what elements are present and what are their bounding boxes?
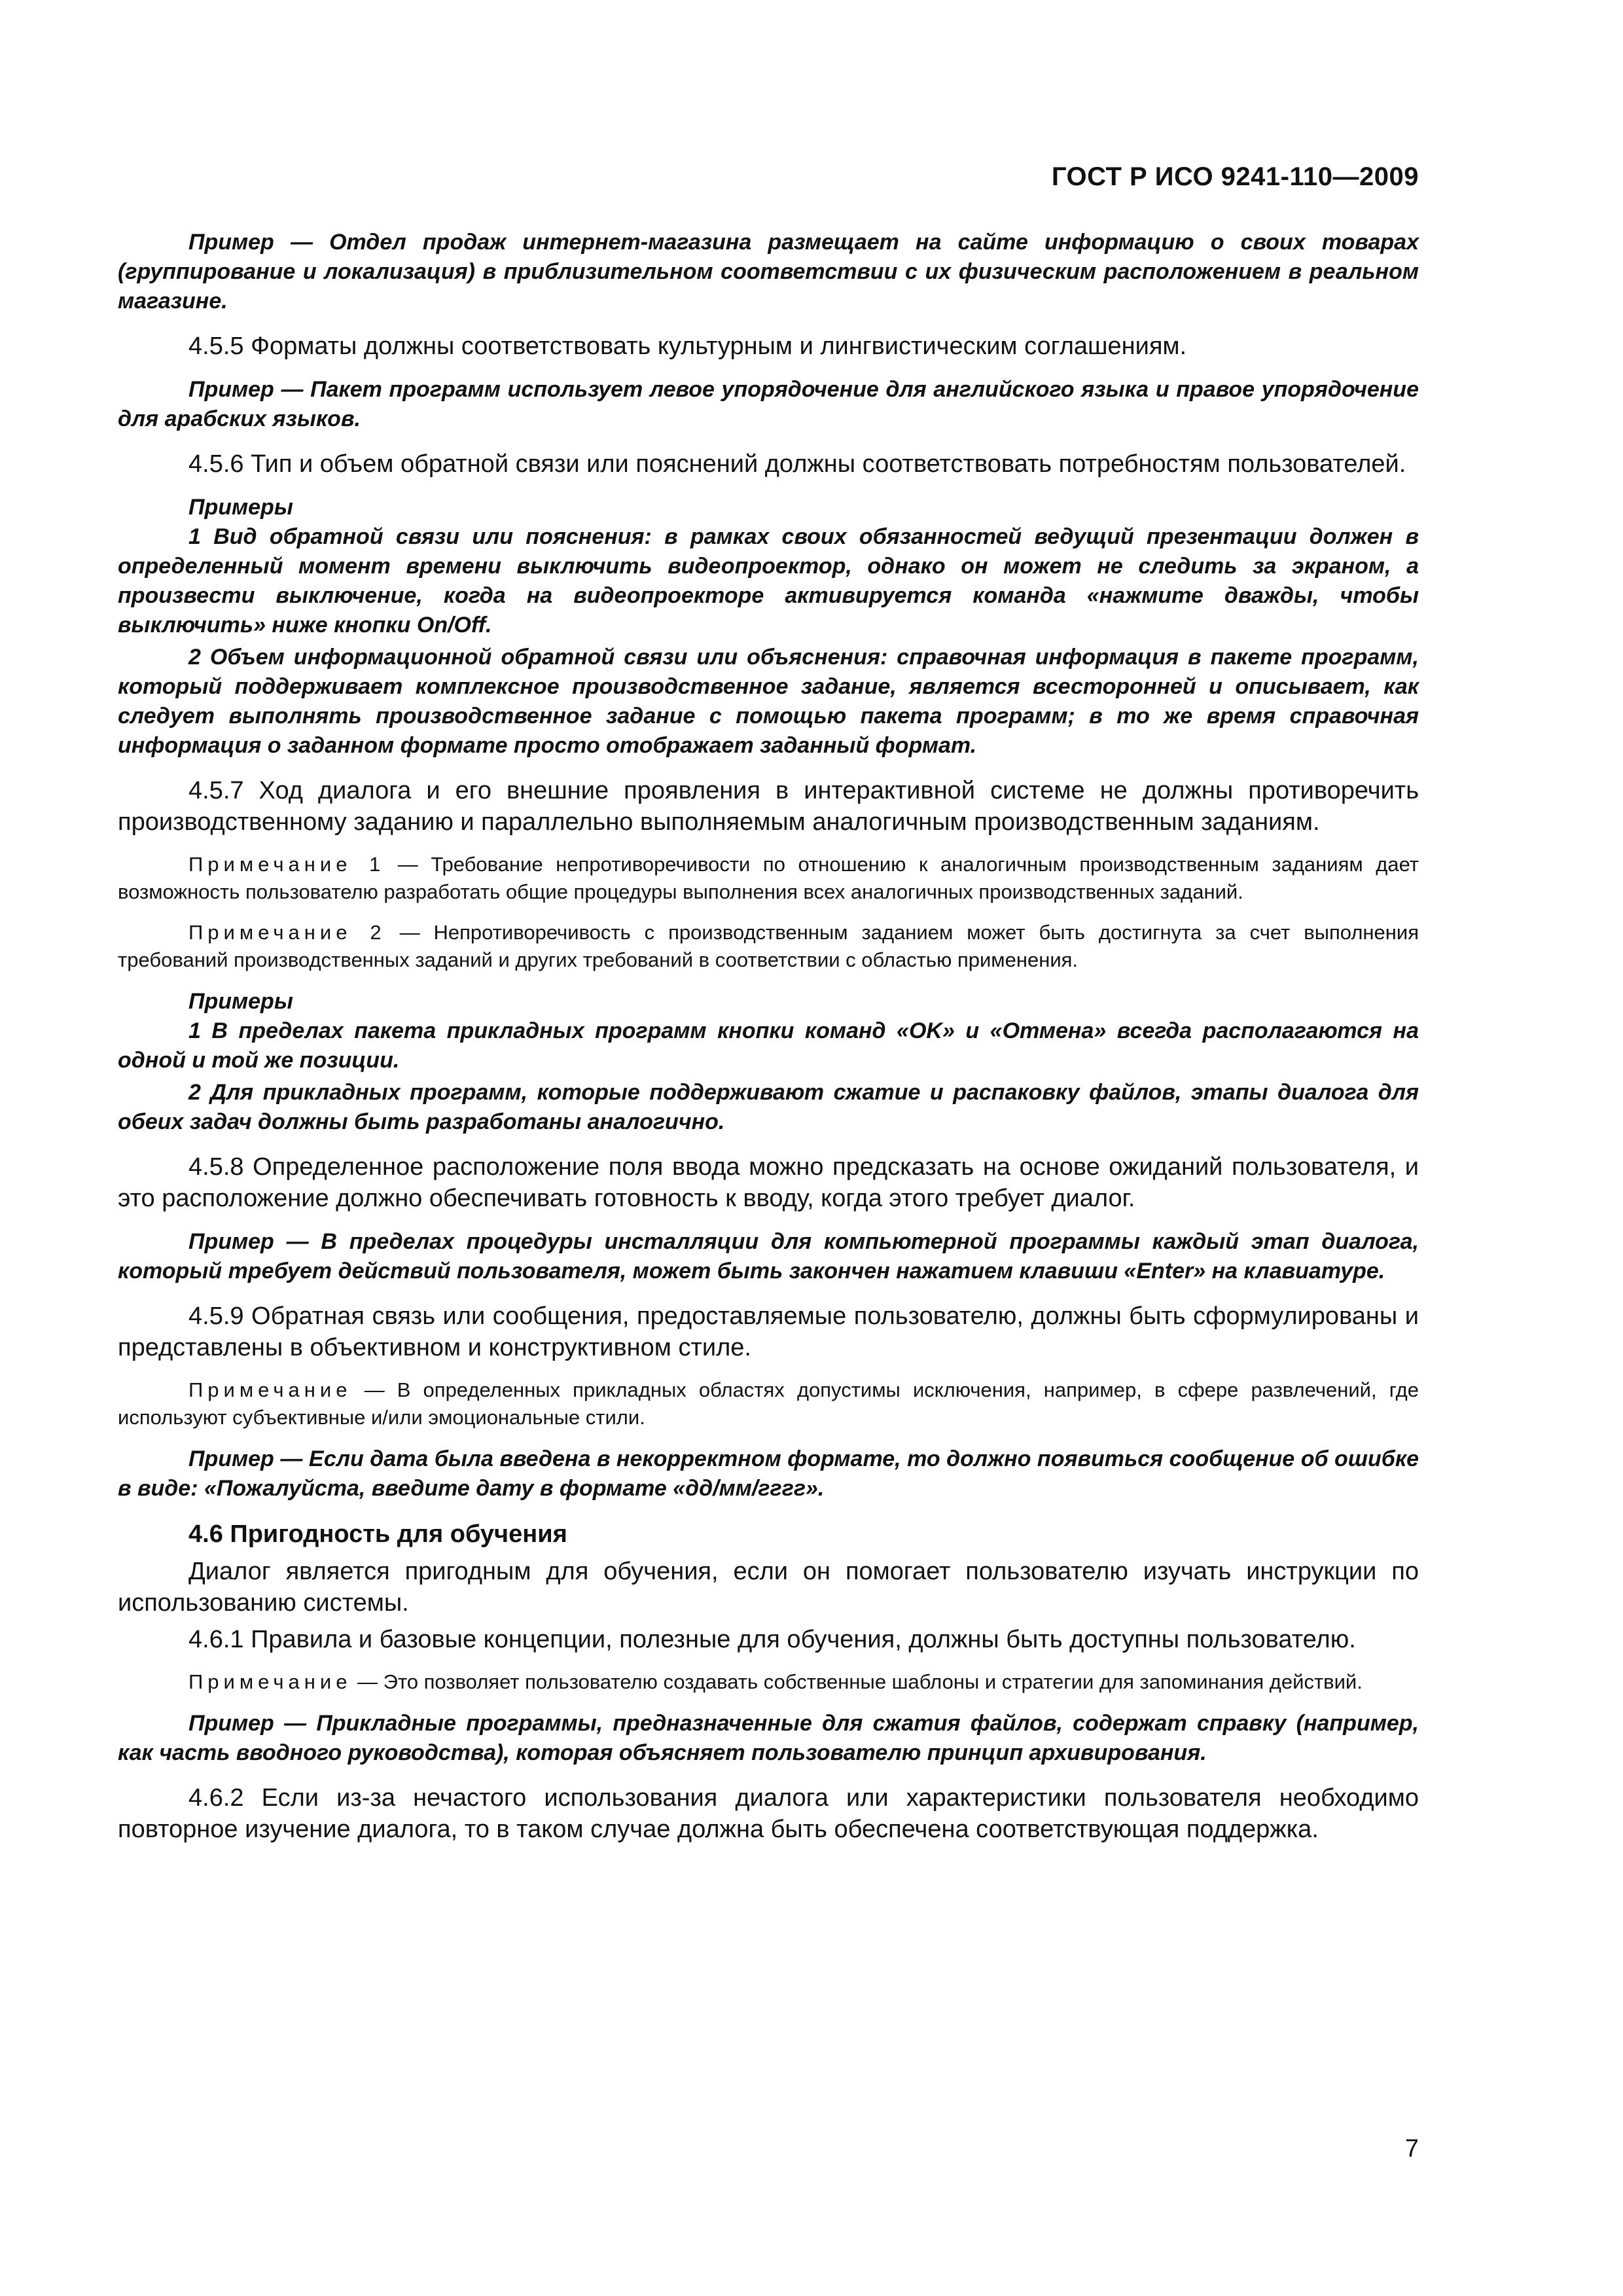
note-text: — Это позволяет пользователю создавать собственные шаблоны и стратегии для запоминания действий. bbox=[351, 1670, 1363, 1693]
note-text: — В определенных прикладных областях допустимы исключения, например, в сфере развлечений, где используют субъективные и/или эмоциональные стили. bbox=[118, 1378, 1419, 1429]
example-4-5-7-1: 1 В пределах пакета прикладных программ кнопки команд «OK» и «Отмена» всегда располагаются на одной и той же позиции. bbox=[118, 1018, 1419, 1073]
note-text: — Требование непротиворечивости по отношению к аналогичным производственным заданиям дает возможность пользователю разработать общие процедуры выполнения всех аналогичных производственных заданий. bbox=[118, 853, 1419, 903]
note-label: Примечание 2 bbox=[188, 921, 386, 944]
examples-heading-4-5-7: Примеры bbox=[188, 989, 293, 1014]
page-number: 7 bbox=[1404, 2135, 1419, 2162]
note-4-5-7-2 bbox=[118, 919, 1419, 974]
example-4-5-5: Пример — Пакет программ использует левое упорядочение для английского языка и правое упорядочение для арабских языков. bbox=[118, 377, 1419, 431]
clause-4-5-6: 4.5.6 Тип и объем обратной связи или пояснений должны соответствовать потребностям пользователей. bbox=[188, 450, 1406, 478]
note-4-6-1 bbox=[118, 1668, 1419, 1696]
clause-4-5-9: 4.5.9 Обратная связь или сообщения, предоставляемые пользователю, должны быть сформулированы и представлены в объективном и конструктивном стиле. bbox=[118, 1302, 1419, 1361]
note-label: Примечание 1 bbox=[188, 853, 385, 876]
examples-heading-4-5-6: Примеры bbox=[188, 495, 293, 520]
section-4-6-intro: Диалог является пригодным для обучения, если он помогает пользователю изучать инструкции по использованию системы. bbox=[118, 1558, 1419, 1617]
note-4-5-9 bbox=[118, 1376, 1419, 1431]
note-text: — Непротиворечивость с производственным заданием может быть достигнута за счет выполнения требований производственных заданий и других требований в соответствии с областью применения. bbox=[118, 921, 1419, 971]
example-4-5-4: Пример — Отдел продаж интернет-магазина размещает на сайте информацию о своих товарах (группирование и локализация) в приблизительном соответствии с их физическим расположением в реальном магазине. bbox=[118, 230, 1419, 314]
standard-header: ГОСТ Р ИСО 9241-110—2009 bbox=[1051, 162, 1419, 191]
clause-4-5-7: 4.5.7 Ход диалога и его внешние проявления в интерактивной системе не должны противоречить производственному заданию и параллельно выполняемым аналогичным производственным заданиям. bbox=[118, 777, 1419, 836]
example-4-5-6-1: 1 Вид обратной связи или пояснения: в рамках своих обязанностей ведущий презентации должен в определенный момент времени выключить видеопроектор, однако он может не следить за экраном, а произвести выключение, когда на видеопроекторе активируется команда «нажмите дважды, чтобы выключить» ниже кнопки On/Off. bbox=[118, 524, 1419, 637]
note-4-5-7-1 bbox=[118, 851, 1419, 906]
note-label: Примечание bbox=[188, 1670, 352, 1693]
example-4-5-6-2: 2 Объем информационной обратной связи или объяснения: справочная информация в пакете программ, который поддерживает комплексное производственное задание, является всесторонней и описывает, как следует выполнять производственное задание с помощью пакета программ; в то же время справочная информация о заданном формате просто отображает заданный формат. bbox=[118, 645, 1419, 758]
example-4-5-7-2: 2 Для прикладных программ, которые поддерживают сжатие и распаковку файлов, этапы диалога для обеих задач должны быть разработаны аналогично. bbox=[118, 1080, 1419, 1134]
example-4-6-1: Пример — Прикладные программы, предназначенные для сжатия файлов, содержат справку (например, как часть вводного руководства), которая объясняет пользователю принцип архивирования. bbox=[118, 1711, 1419, 1765]
note-label: Примечание bbox=[188, 1378, 352, 1401]
document-page bbox=[118, 0, 1419, 2296]
page-content bbox=[118, 228, 1419, 1858]
clause-4-6-2: 4.6.2 Если из-за нечастого использования диалога или характеристики пользователя необходимо повторное изучение диалога, то в таком случае должна быть обеспечена соответствующая поддержка. bbox=[118, 1784, 1419, 1843]
clause-4-5-8: 4.5.8 Определенное расположение поля ввода можно предсказать на основе ожиданий пользователя, и это расположение должно обеспечивать готовность к вводу, когда этого требует диалог. bbox=[118, 1153, 1419, 1212]
section-heading-4-6: 4.6 Пригодность для обучения bbox=[188, 1520, 567, 1548]
clause-4-5-5: 4.5.5 Форматы должны соответствовать культурным и лингвистическим соглашениям. bbox=[188, 332, 1187, 360]
example-4-5-8: Пример — В пределах процедуры инсталляции для компьютерной программы каждый этап диалога, который требует действий пользователя, может быть закончен нажатием клавиши «Enter» на клавиатуре. bbox=[118, 1229, 1419, 1283]
clause-4-6-1: 4.6.1 Правила и базовые концепции, полезные для обучения, должны быть доступны пользователю. bbox=[188, 1626, 1356, 1653]
example-4-5-9: Пример — Если дата была введена в некорректном формате, то должно появиться сообщение об ошибке в виде: «Пожалуйста, введите дату в формате «дд/мм/гггг». bbox=[118, 1446, 1419, 1501]
